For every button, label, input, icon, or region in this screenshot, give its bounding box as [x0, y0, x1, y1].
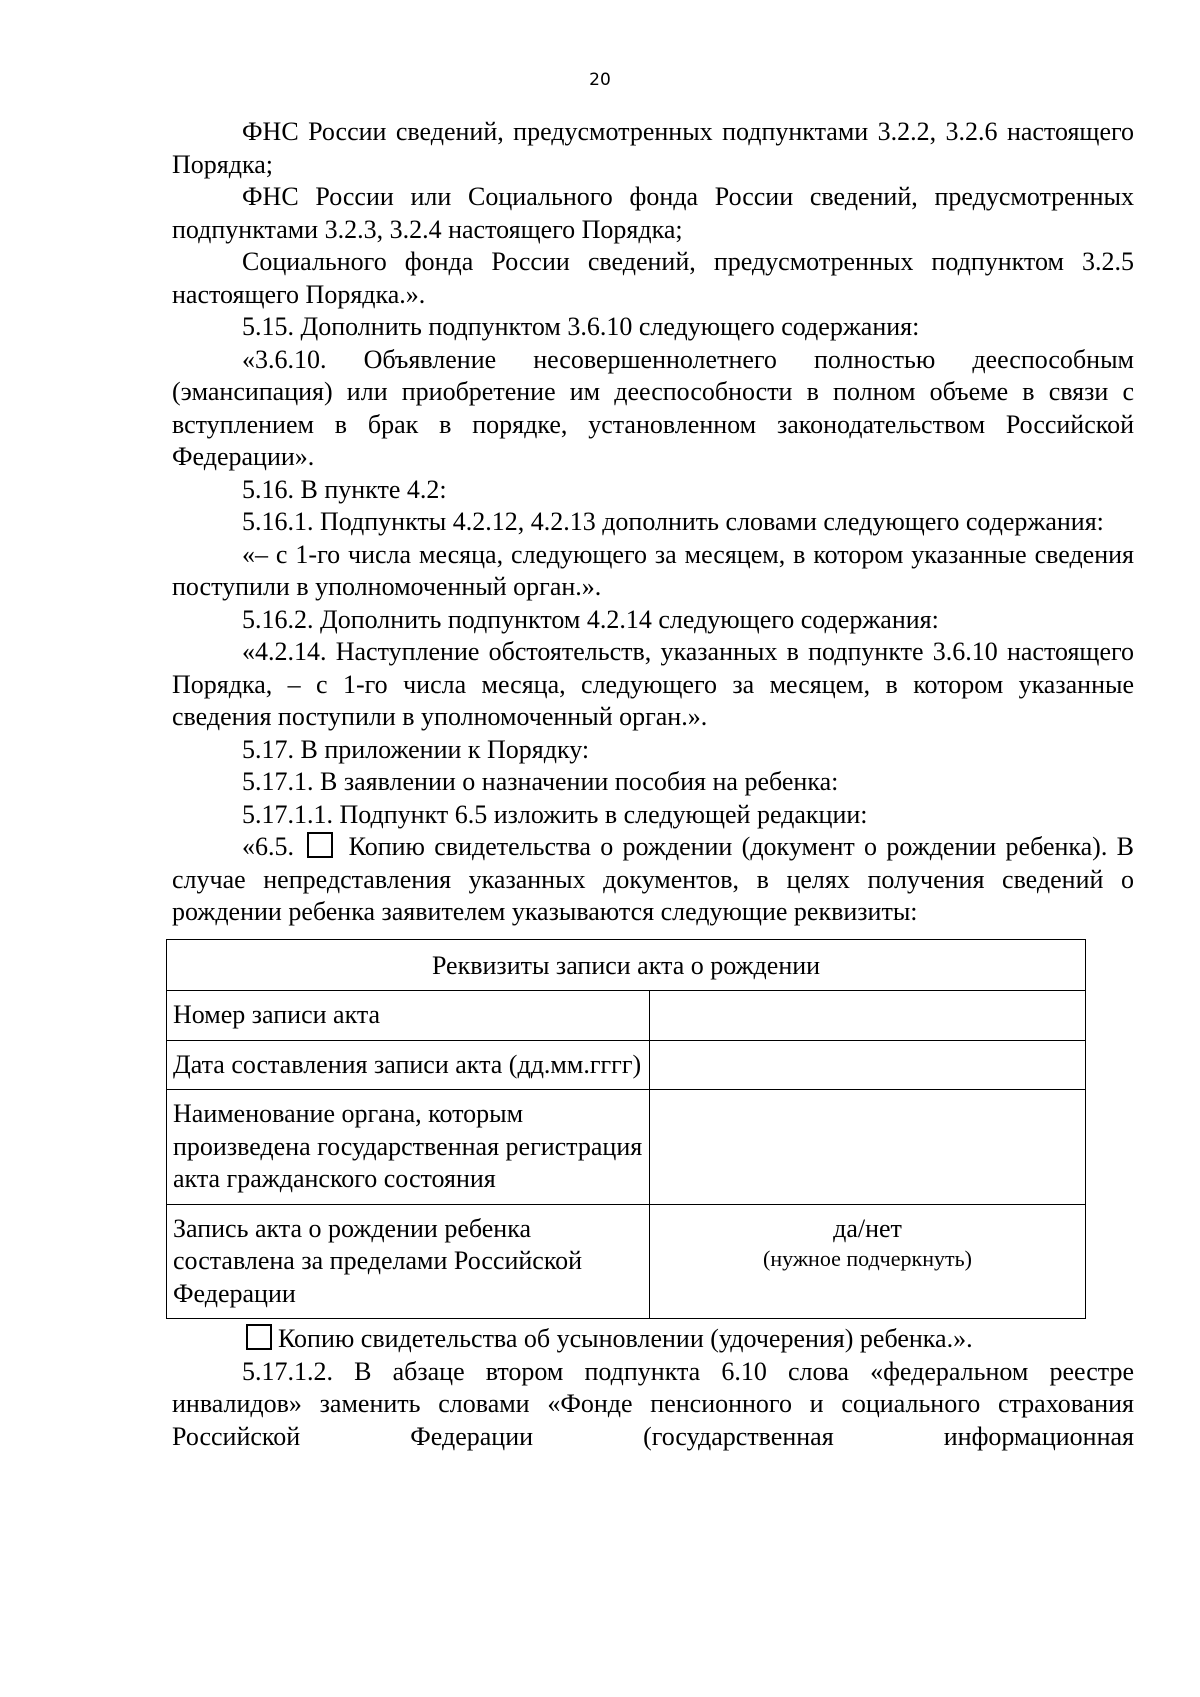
table-cell-label: Наименование органа, которым произведена государственная регистрация акта гражданского состояния — [167, 1090, 650, 1205]
adoption-item-text: Копию свидетельства об усыновлении (удочерения) ребенка.». — [278, 1324, 973, 1353]
paragraph: 5.17.1. В заявлении о назначении пособия на ребенка: — [242, 767, 839, 796]
record-number-field[interactable] — [650, 991, 1086, 1041]
table-cell-label: Номер записи акта — [167, 991, 650, 1041]
yes-no-value: да/нет — [833, 1213, 902, 1243]
birth-certificate-checkbox[interactable] — [307, 832, 333, 858]
abroad-yes-no-field[interactable] — [650, 1204, 1086, 1319]
table-cell-label: Запись акта о рождении ребенка составлена за пределами Российской Федерации — [167, 1204, 650, 1319]
table-header: Реквизиты записи акта о рождении — [167, 939, 1086, 991]
table-cell-label: Дата составления записи акта (дд.мм.гггг) — [167, 1040, 650, 1090]
item-6-5-prefix: «6.5. — [242, 832, 294, 861]
registry-authority-field[interactable] — [650, 1090, 1086, 1205]
underline-note: (нужное подчеркнуть) — [763, 1246, 972, 1271]
paragraph: ФНС России или Социального фонда России сведений, предусмотренных подпунктами 3.2.3, 3.2.4 настоящего Порядка; — [172, 182, 1134, 244]
record-date-field[interactable] — [650, 1040, 1086, 1090]
paragraph: Социального фонда России сведений, предусмотренных подпунктом 3.2.5 настоящего Порядка.». — [172, 247, 1134, 309]
paragraph: 5.16. В пункте 4.2: — [242, 474, 447, 504]
table-row — [167, 1090, 1086, 1205]
paragraph: 5.15. Дополнить подпунктом 3.6.10 следующего содержания: — [242, 312, 920, 341]
paragraph: «– с 1-го числа месяца, следующего за месяцем, в котором указанные сведения поступили в уполномоченный орган.». — [172, 539, 1134, 601]
paragraph: 5.16.2. Дополнить подпунктом 4.2.14 следующего содержания: — [242, 604, 939, 634]
document-body — [172, 116, 1134, 1453]
item-6-5 — [172, 831, 1134, 929]
paragraph: 5.16.1. Подпункты 4.2.12, 4.2.13 дополнить словами следующего содержания: — [242, 507, 1104, 536]
table-row — [167, 1204, 1086, 1319]
paragraph: «4.2.14. Наступление обстоятельств, указанных в подпункте 3.6.10 настоящего Порядка, – с 1-го числа месяца, следующего за месяцем, в котором указанные сведения поступили в уполномоченный орган.». — [172, 637, 1134, 731]
paragraph: ФНС России сведений, предусмотренных подпунктами 3.2.2, 3.2.6 настоящего Порядка; — [172, 117, 1134, 179]
item-6-5-text: Копию свидетельства о рождении (документ о рождении ребенка). В случае непредставления указанных документов, в целях получения сведений о рождении ребенка заявителем указываются следующие реквизиты: — [172, 832, 1135, 926]
table-row — [167, 991, 1086, 1041]
paragraph-final: 5.17.1.2. В абзаце втором подпункта 6.10 слова «федеральном реестре инвалидов» заменить словами «Фонде пенсионного и социального страхования Российской Федерации (государственная информационная — [172, 1356, 1134, 1451]
table-row — [167, 1040, 1086, 1090]
adoption-certificate-checkbox[interactable] — [246, 1324, 272, 1350]
adoption-item — [172, 1323, 1134, 1356]
paragraph: 5.17. В приложении к Порядку: — [242, 734, 590, 764]
paragraph: 5.17.1.1. Подпункт 6.5 изложить в следующей редакции: — [242, 799, 868, 829]
birth-record-table — [166, 939, 1086, 1320]
paragraph: «3.6.10. Объявление несовершеннолетнего полностью дееспособным (эмансипация) или приобретение им дееспособности в полном объеме в связи с вступлением в брак в порядке, установленном законодательством Российской Федерации». — [172, 344, 1134, 471]
page-number: 20 — [589, 70, 611, 90]
